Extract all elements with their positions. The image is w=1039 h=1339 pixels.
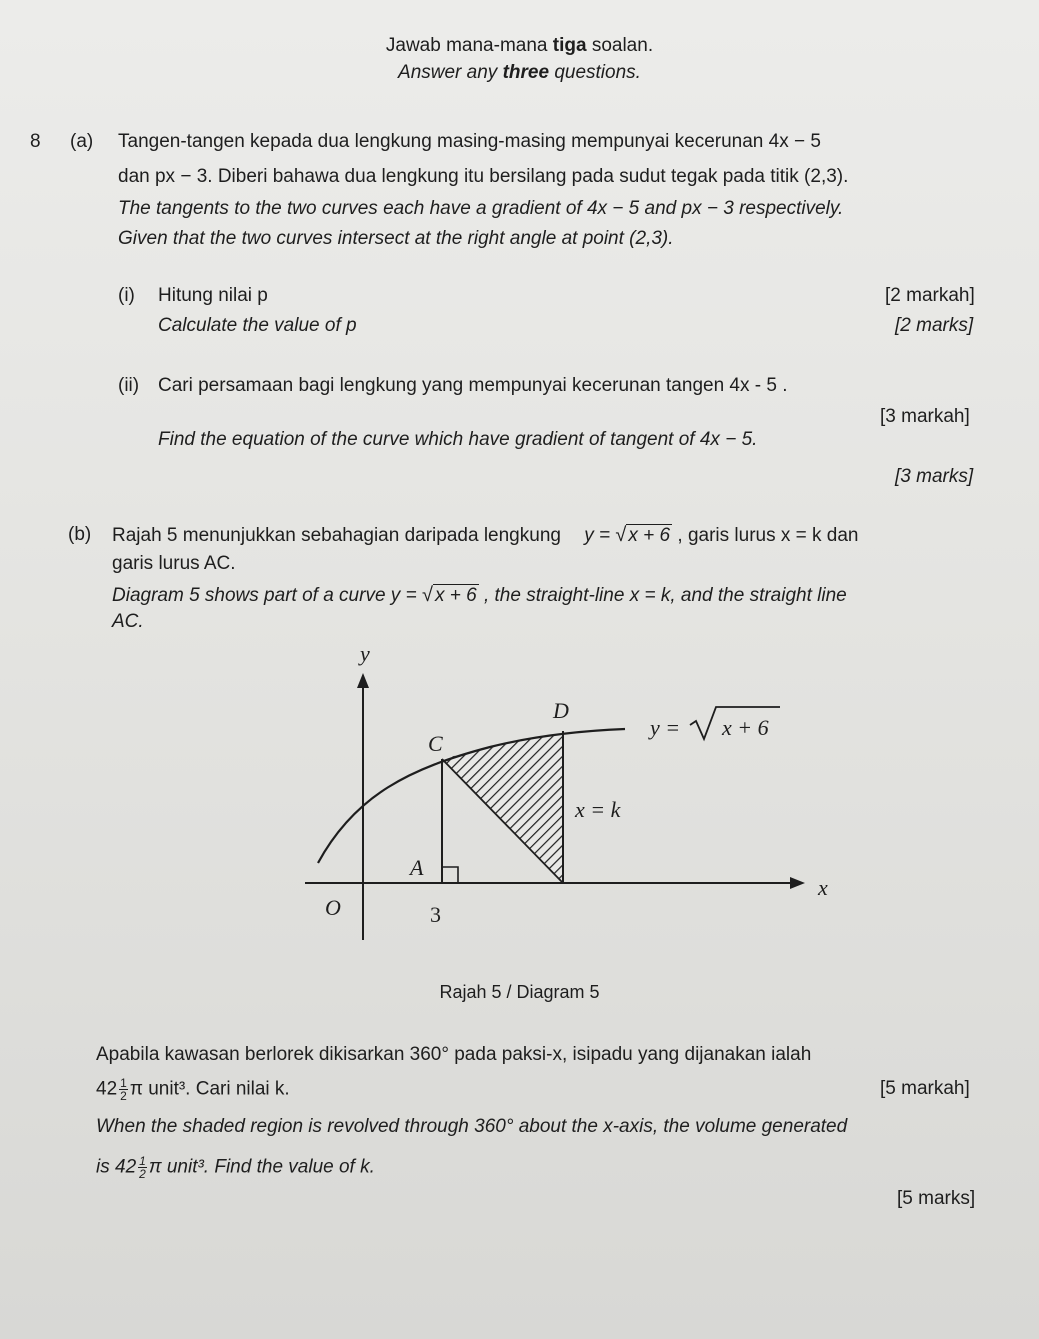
- task-english-line2: [96, 1155, 375, 1180]
- mixed-number-whole: 42: [96, 1078, 118, 1100]
- part-b-english-line1-tail: , the straight-line x = k, and the straight line: [483, 585, 847, 606]
- part-b-malay-line1-text: Rajah 5 menunjukkan sebahagian daripada lengkung: [112, 525, 561, 546]
- origin-label: O: [325, 895, 341, 920]
- point-d-label: D: [553, 698, 569, 723]
- fraction-numerator-en: 1: [139, 1154, 146, 1168]
- diagram-caption: Rajah 5 / Diagram 5: [439, 982, 600, 1002]
- part-b-english-line1: [112, 583, 847, 608]
- part-b-malay-line1-tail: , garis lurus x = k dan: [677, 525, 859, 546]
- part-a-english-line2: Given that the two curves intersect at the right angle at point (2,3).: [118, 228, 674, 249]
- instruction-english-bold: three: [502, 62, 550, 83]
- instruction-english: [0, 61, 1039, 85]
- instruction-malay: [0, 34, 1039, 58]
- part-b-malay-line2: garis lurus AC.: [112, 553, 236, 574]
- task-malay-line1: Apabila kawasan berlorek dikisarkan 360° pada paksi-x, isipadu yang dijanakan ialah: [96, 1044, 812, 1065]
- x-axis-arrow: [790, 877, 805, 889]
- instruction-malay-text: Jawab mana-mana: [385, 35, 553, 56]
- part-b-malay-line1: [112, 523, 859, 548]
- fraction-half: [119, 1077, 128, 1102]
- part-a-malay-line1: Tangen-tangen kepada dua lengkung masing-masing mempunyai kecerunan 4x − 5: [118, 131, 821, 152]
- diagram-5: [0, 625, 1039, 985]
- part-b-english-line2: AC.: [112, 611, 144, 632]
- part-a-malay-line2: dan px − 3. Diberi bahawa dua lengkung itu bersilang pada sudut tegak pada titik (2,3).: [118, 166, 849, 187]
- radical-sign-en: √: [421, 584, 433, 606]
- part-b-english-line1-text: Diagram 5 shows part of a curve: [112, 585, 386, 606]
- equation-lhs: y =: [584, 525, 616, 546]
- subpart-i-label: (i): [118, 285, 135, 306]
- curve-label-lhs: y =: [650, 715, 681, 740]
- radicand: x + 6: [628, 525, 671, 546]
- part-b-label: (b): [68, 524, 92, 545]
- question-number: 8: [30, 131, 41, 152]
- subpart-ii-english-marks: [3 marks]: [895, 466, 974, 487]
- fraction-denominator: 2: [120, 1089, 127, 1103]
- y-axis-label: y: [360, 641, 370, 666]
- fraction-half-en: [138, 1155, 147, 1180]
- task-malay-line2: [96, 1077, 290, 1102]
- fraction-numerator: 1: [120, 1076, 127, 1090]
- subpart-ii-label: (ii): [118, 375, 140, 396]
- subpart-ii-english: Find the equation of the curve which have gradient of tangent of 4x − 5.: [158, 429, 758, 450]
- subpart-ii-malay: Cari persamaan bagi lengkung yang mempunyai kecerunan tangen 4x - 5 .: [158, 375, 788, 396]
- curve-sqrt: [318, 729, 625, 863]
- subpart-i-english-marks: [2 marks]: [895, 315, 974, 336]
- point-a-label: A: [410, 855, 424, 880]
- curve-label-radicand: x + 6: [722, 715, 769, 740]
- radical-sign: √: [615, 524, 627, 546]
- mixed-number-whole-en: is 42: [96, 1156, 137, 1178]
- instruction-malay-bold: tiga: [552, 35, 587, 56]
- task-english-line2-tail: π unit³. Find the value of k.: [148, 1156, 375, 1178]
- y-axis-arrow: [357, 673, 369, 688]
- subpart-i-malay-marks: [2 markah]: [885, 285, 975, 306]
- fraction-denominator-en: 2: [139, 1167, 146, 1181]
- instruction-english-suffix: questions.: [549, 62, 641, 83]
- subpart-i-malay: Hitung nilai p: [158, 285, 268, 306]
- right-angle-marker: [442, 867, 458, 883]
- tick-3-label: 3: [430, 902, 441, 927]
- part-a-label: (a): [70, 131, 94, 152]
- part-a-english-line1: The tangents to the two curves each have a gradient of 4x − 5 and px − 3 respectively.: [118, 198, 844, 219]
- point-c-label: C: [428, 731, 443, 756]
- subpart-i-english: Calculate the value of p: [158, 315, 357, 336]
- subpart-ii-malay-marks: [3 markah]: [880, 406, 970, 427]
- task-english-marks: [5 marks]: [897, 1188, 976, 1209]
- task-malay-line2-tail: π unit³. Cari nilai k.: [129, 1078, 290, 1100]
- instruction-malay-suffix: soalan.: [586, 35, 654, 56]
- task-english-line1: When the shaded region is revolved through 360° about the x-axis, the volume generated: [96, 1116, 848, 1137]
- task-malay-marks: [5 markah]: [880, 1078, 970, 1099]
- line-x-k-label: x = k: [575, 797, 621, 822]
- instruction-english-text: Answer any: [398, 62, 503, 83]
- x-axis-label: x: [818, 875, 828, 900]
- equation-lhs-en: y =: [390, 585, 422, 606]
- radicand-en: x + 6: [434, 585, 477, 606]
